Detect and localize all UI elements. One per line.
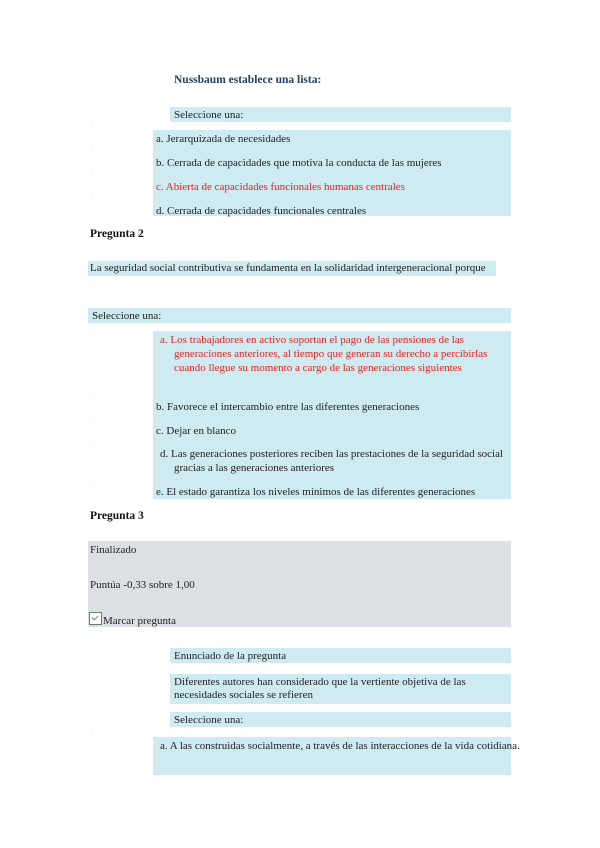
q1-title: Nussbaum establece una lista:	[174, 74, 322, 86]
q3-statement: Diferentes autores han considerado que la vertiente objetiva de las necesidades sociales se refieren	[170, 674, 511, 704]
bullet-dot: ·	[90, 328, 92, 334]
bullet-dot: ·	[90, 124, 92, 130]
q3-statement-label: Enunciado de la pregunta	[170, 648, 511, 663]
q2-option-d[interactable]: d. Las generaciones posteriores reciben las prestaciones de la seguridad social gracias a las generaciones anteriores	[160, 448, 504, 474]
q3-flag-button[interactable]	[89, 612, 176, 627]
q1-option-a[interactable]: a. Jerarquizada de necesidades	[156, 133, 291, 145]
q2-select-label: Seleccione una:	[88, 308, 511, 323]
q3-score: Puntúa -0,33 sobre 1,00	[90, 579, 195, 591]
q2-option-c[interactable]: c. Dejar en blanco	[156, 425, 237, 437]
q3-options-box	[153, 737, 520, 775]
bullet-dot: ·	[90, 732, 92, 738]
q2-option-b[interactable]: b. Favorece el intercambio entre las diferentes generaciones	[156, 401, 420, 413]
q2-options-box	[153, 331, 511, 499]
q2-header: Pregunta 2	[90, 228, 144, 240]
q1-options-box	[153, 130, 511, 216]
q3-option-a[interactable]: a. A las construidas socialmente, a través de las interacciones de la vida cotidiana.	[160, 740, 520, 752]
q1-option-b[interactable]: b. Cerrada de capacidades que motiva la conducta de las mujeres	[156, 157, 442, 169]
q1-select-label: Seleccione una:	[170, 107, 511, 122]
q3-status: Finalizado	[90, 544, 137, 556]
bullet-dot: ·	[90, 148, 92, 154]
q1-option-c[interactable]: c. Abierta de capacidades funcionales humanas centrales	[156, 181, 405, 193]
q2-option-e[interactable]: e. El estado garantiza los niveles mínimos de las diferentes generaciones	[156, 486, 476, 498]
q1-option-d[interactable]: d. Cerrada de capacidades funcionales centrales	[156, 205, 367, 217]
q3-info-panel	[88, 541, 511, 627]
bullet-dot: ·	[90, 172, 92, 178]
q3-flag-label: Marcar pregunta	[103, 615, 176, 627]
bullet-dot: ·	[90, 440, 92, 446]
bullet-dot: ·	[90, 393, 92, 399]
q2-option-a[interactable]: a. Los trabajadores en activo soportan el pago de las pensiones de las generaciones anteriores, al tiempo que generan su derecho a percibirlas cuando llegue su momento a cargo de las generaciones siguientes	[160, 334, 488, 374]
q3-header: Pregunta 3	[90, 510, 144, 522]
q3-select-label: Seleccione una:	[170, 712, 511, 727]
bullet-dot: ·	[90, 417, 92, 423]
flag-icon	[89, 612, 102, 625]
q2-statement: La seguridad social contributiva se fundamenta en la solidaridad intergeneracional porque	[88, 261, 496, 276]
bullet-dot: ·	[90, 196, 92, 202]
bullet-dot: ·	[90, 478, 92, 484]
